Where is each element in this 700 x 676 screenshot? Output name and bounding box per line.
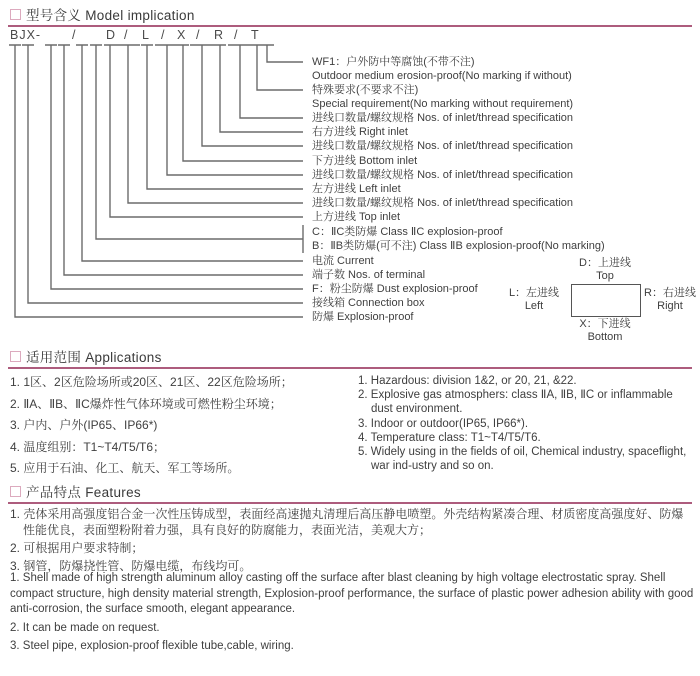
features-item-en: 1. Shell made of high strength aluminum alloy casting off the surface after blast cleaning by high voltage electrostatic spray. Shell compact structure, high density material strength, Explosion-proof performance, the surface of plastic power adhesion ability with good anti-corrosion, the surface smooth, elegant appearance. — [10, 572, 694, 615]
applications-item-en: 5. Widely using in the fields of oil, Chemical industry, spaceflight, war ind-ustry and so on. — [358, 446, 687, 473]
features-list-en — [10, 571, 698, 658]
applications-item-en: 4. Temperature class: T1~T4/T5/T6. — [358, 431, 541, 444]
inlet-label-left — [500, 287, 568, 313]
model-code-part: T — [251, 28, 260, 42]
applications-list-cn — [10, 372, 358, 480]
model-code-part: / — [161, 28, 166, 42]
section-rule — [8, 25, 692, 27]
features-item-cn: 1. 壳体采用高强度铝合金一次性压铸成型，表面经高速抛丸清理后高压静电喷塑。外壳结构紧凑合理、材质密度高强度好、防爆性能优良，表面塑粉附着力强，具有良好的防腐能力，表面光洁，美观大方； — [10, 507, 684, 537]
applications-item-cn: 5. 应用于石油、化工、航天、军工等场所。 — [10, 461, 240, 475]
model-label: Special requirement(No marking without requirement) — [312, 98, 574, 110]
section-title: 型号含义 Model implication — [26, 8, 195, 23]
applications-item-cn: 4. 温度组别：T1~T4/T5/T6； — [10, 439, 166, 454]
model-label: 进线口数量/螺纹规格 Nos. of inlet/thread specification — [312, 140, 574, 152]
features-item-cn: 2. 可根据用户要求特制； — [10, 541, 144, 555]
inlet-label-right-en: Right — [657, 300, 683, 312]
section-marker-icon — [10, 486, 21, 497]
model-code-part: / — [234, 28, 239, 42]
features-section-header — [10, 481, 141, 501]
model-label: C：ⅡC类防爆 Class ⅡC explosion-proof — [312, 226, 503, 238]
features-list-cn — [10, 506, 694, 576]
model-label: 防爆 Explosion-proof — [312, 311, 414, 323]
features-item-en: 2. It can be made on request. — [10, 621, 160, 634]
section-rule — [8, 502, 692, 504]
model-section-header — [10, 4, 195, 24]
features-item-en: 3. Steel pipe, explosion-proof flexible tube,cable, wiring. — [10, 640, 294, 652]
inlet-label-top — [563, 257, 647, 283]
model-diagram — [0, 28, 700, 348]
features-item-cn: 3. 钢管，防爆挠性管、防爆电缆，布线均可。 — [10, 559, 252, 573]
section-marker-icon — [10, 351, 21, 362]
model-label: 电流 Current — [312, 255, 374, 267]
inlet-label-right — [640, 287, 700, 313]
applications-section-header — [10, 346, 162, 366]
inlet-box-rect — [571, 284, 641, 317]
inlet-label-bottom — [563, 318, 647, 344]
model-label: 进线口数量/螺纹规格 Nos. of inlet/thread specification — [312, 112, 574, 124]
section-marker-icon — [10, 9, 21, 20]
inlet-label-left-en: Left — [524, 300, 544, 312]
inlet-label-left-cn: L：左进线 — [508, 287, 560, 299]
section-title: 产品特点 Features — [26, 485, 141, 500]
applications-item-cn: 1. 1区、2区危险场所或20区、21区、22区危险场所； — [10, 375, 293, 389]
model-code-part: BJX- — [10, 28, 42, 42]
applications-list-en — [358, 374, 696, 473]
model-code-part: / — [124, 28, 129, 42]
model-code-part: / — [72, 28, 77, 42]
applications-item-cn: 3. 户内、户外(IP65、IP66*) — [10, 418, 158, 432]
model-label: B：ⅡB类防爆(可不注) Class ⅡB explosion-proof(No marking) — [312, 240, 605, 252]
model-label: 进线口数量/螺纹规格 Nos. of inlet/thread specification — [312, 169, 574, 181]
applications-item-en: 2. Explosive gas atmosphers: class ⅡA, ⅡB, ⅡC or inflammable dust environment. — [358, 389, 673, 416]
model-label: 左方进线 Left inlet — [312, 183, 401, 195]
model-label: 上方进线 Top inlet — [312, 211, 401, 223]
model-code-part: X — [177, 28, 187, 42]
model-code-part: D — [106, 28, 117, 42]
inlet-label-right-cn: R：右进线 — [644, 287, 696, 299]
model-label: WF1：户外防中等腐蚀(不带不注) — [312, 56, 475, 68]
model-label: 特殊要求(不要求不注) — [312, 84, 419, 96]
inlet-label-top-en: Top — [596, 270, 614, 282]
model-code-part: L — [142, 28, 150, 42]
model-label: Outdoor medium erosion-proof(No marking if without) — [312, 70, 572, 82]
applications-item-en: 3. Indoor or outdoor(IP65, IP66*). — [358, 417, 529, 430]
applications-item-cn: 2. ⅡA、ⅡB、ⅡC爆炸性气体环境或可燃性粉尘环境； — [10, 396, 282, 411]
model-label: 进线口数量/螺纹规格 Nos. of inlet/thread specification — [312, 197, 574, 209]
model-label: F：粉尘防爆 Dust explosion-proof — [312, 283, 478, 295]
applications-item-en: 1. Hazardous: division 1&2, or 20, 21, &22. — [358, 375, 577, 387]
model-code-part: R — [214, 28, 225, 42]
model-label: 端子数 Nos. of terminal — [312, 269, 426, 281]
inlet-label-top-cn: D：上进线 — [579, 257, 631, 269]
model-label: 下方进线 Bottom inlet — [312, 155, 418, 167]
inlet-label-bottom-cn: X：下进线 — [579, 318, 631, 330]
model-label: 右方进线 Right inlet — [312, 126, 408, 138]
model-label: 接线箱 Connection box — [312, 297, 425, 309]
model-code-part: / — [196, 28, 201, 42]
inlet-label-bottom-en: Bottom — [587, 331, 623, 343]
section-title: 适用范围 Applications — [26, 350, 162, 365]
section-rule — [8, 367, 692, 369]
